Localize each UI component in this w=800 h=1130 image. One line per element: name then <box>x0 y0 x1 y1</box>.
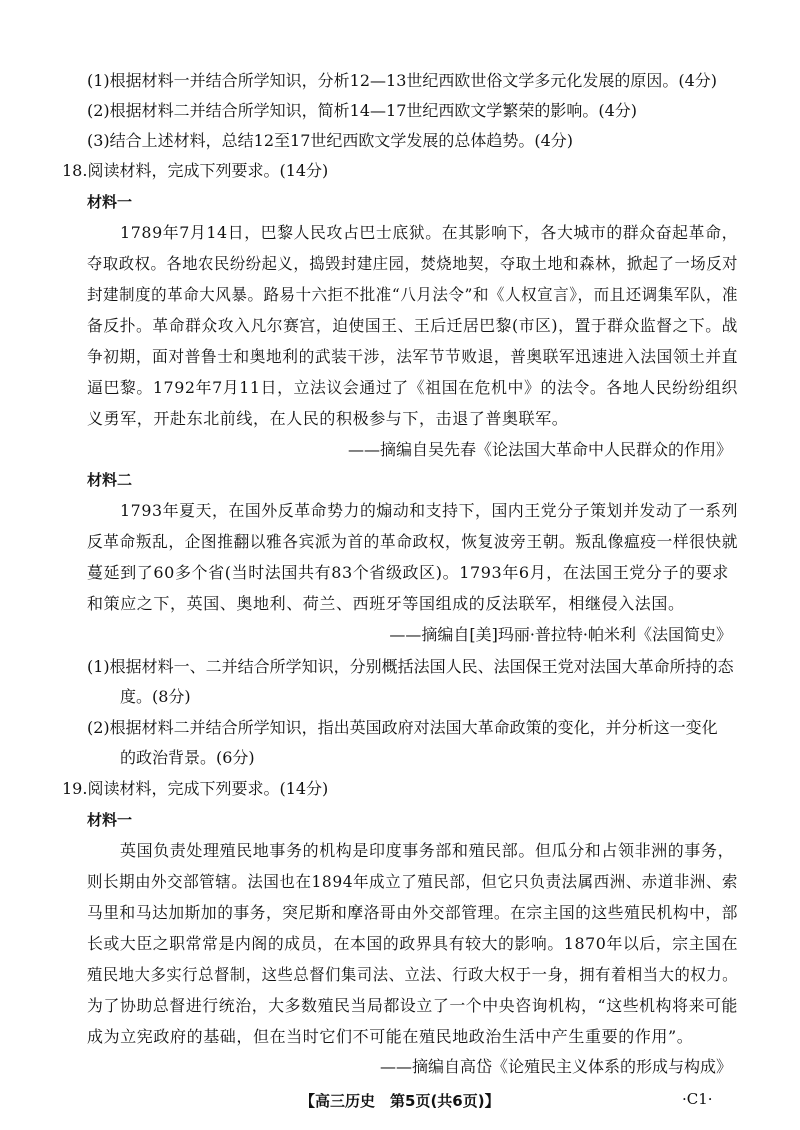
q18-m1-line-6: 逼巴黎。1792年7月11日，立法议会通过了《祖国在危机中》的法令。各地人民纷纷组织 <box>87 378 739 397</box>
q18-m1-line-4: 备反扑。革命群众攻入凡尔赛宫，迫使国王、王后迁居巴黎(市区)，置于群众监督之下。战 <box>87 316 738 335</box>
q19-m1-line-4: 长或大臣之职常常是内阁的成员，在本国的政界具有较大的影响。1870年以后，宗主国在 <box>87 934 739 953</box>
q18-sub-2-line-1: (2)根据材料二并结合所学知识，指出英国政府对法国大革命政策的变化，并分析这一变化 <box>87 718 718 737</box>
q18-sub-1-line-1: (1)根据材料一、二并结合所学知识，分别概括法国人民、法国保王党对法国大革命所持的态 <box>87 657 734 676</box>
q18-sub-2-line-2: 的政治背景。(6分) <box>120 748 255 767</box>
q18-m1-line-7: 义勇军，开赴东北前线，在人民的积极参与下，击退了普奥联军。 <box>87 409 569 428</box>
q19-m1-source: ——摘编自高岱《论殖民主义体系的形成与构成》 <box>379 1057 732 1076</box>
q18-m1-line-1: 1789年7月14日，巴黎人民攻占巴士底狱。在其影响下，各大城市的群众奋起革命， <box>120 223 739 242</box>
q18-material-2-label: 材料二 <box>87 471 133 489</box>
q18-sub-1-line-2: 度。(8分) <box>120 687 191 706</box>
q18-m1-line-3: 封建制度的革命大风暴。路易十六拒不批准“八月法令”和《人权宣言》，而且还调集军队，准 <box>87 285 738 304</box>
q18-m2-line-2: 反革命叛乱，企图推翻以雅各宾派为首的革命政权，恢复波旁王朝。叛乱像瘟疫一样很快就 <box>87 532 739 551</box>
q17-sub-2: (2)根据材料二并结合所学知识，简析14—17世纪西欧文学繁荣的影响。(4分) <box>87 101 638 120</box>
page-footer-title: 【高三历史 第5页(共6页)】 <box>300 1092 500 1110</box>
q19-material-1-label: 材料一 <box>87 811 133 829</box>
q19-m1-line-1: 英国负责处理殖民地事务的机构是印度事务部和殖民部。但瓜分和占领非洲的事务， <box>120 841 735 860</box>
q19-m1-line-6: 为了协助总督进行统治，大多数殖民当局都设立了一个中央咨询机构，“这些机构将来可能 <box>87 996 739 1015</box>
q18-m1-line-5: 争初期，面对普鲁士和奥地利的武装干涉，法军节节败退，普奥联军迅速进入法国领土并直 <box>87 347 739 366</box>
q19-m1-line-7: 成为立宪政府的基础，但在当时它们不可能在殖民地政治生活中产生重要的作用”。 <box>87 1027 694 1046</box>
q18-m1-line-2: 夺取政权。各地农民纷纷起义，捣毁封建庄园，焚烧地契，夺取土地和森林，掀起了一场反对 <box>87 254 739 273</box>
q17-sub-1: (1)根据材料一并结合所学知识，分析12—13世纪西欧世俗文学多元化发展的原因。(4分) <box>87 71 718 90</box>
q18-heading: 18.阅读材料，完成下列要求。(14分) <box>62 161 329 180</box>
q19-m1-line-3: 马里和马达加斯加的事务，突尼斯和摩洛哥由外交部管理。在宗主国的这些殖民机构中，部 <box>87 903 739 922</box>
q18-m2-line-4: 和策应之下，英国、奥地利、荷兰、西班牙等国组成的反法联军，相继侵入法国。 <box>87 594 685 613</box>
q18-material-1-label: 材料一 <box>87 193 133 211</box>
q18-m1-source: ——摘编自吴先春《论法国大革命中人民群众的作用》 <box>347 440 732 459</box>
q17-sub-3: (3)结合上述材料，总结12至17世纪西欧文学发展的总体趋势。(4分) <box>87 131 574 150</box>
q18-m2-line-3: 蔓延到了60多个省(当时法国共有83个省级政区)。1793年6月，在法国王党分子的要求 <box>87 563 729 582</box>
q19-m1-line-5: 殖民地大多实行总督制，这些总督们集司法、立法、行政大权于一身，拥有着相当大的权力。 <box>87 965 739 984</box>
q18-m2-line-1: 1793年夏天，在国外反革命势力的煽动和支持下，国内王党分子策划并发动了一系列 <box>120 501 739 520</box>
q18-m2-source: ——摘编自[美]玛丽·普拉特·帕米利《法国简史》 <box>389 625 732 644</box>
q19-m1-line-2: 则长期由外交部管辖。法国也在1894年成立了殖民部，但它只负责法属西洲、赤道非洲、索 <box>87 872 739 891</box>
q19-heading: 19.阅读材料，完成下列要求。(14分) <box>62 779 329 798</box>
page-footer-mark: ·C1· <box>682 1090 713 1108</box>
